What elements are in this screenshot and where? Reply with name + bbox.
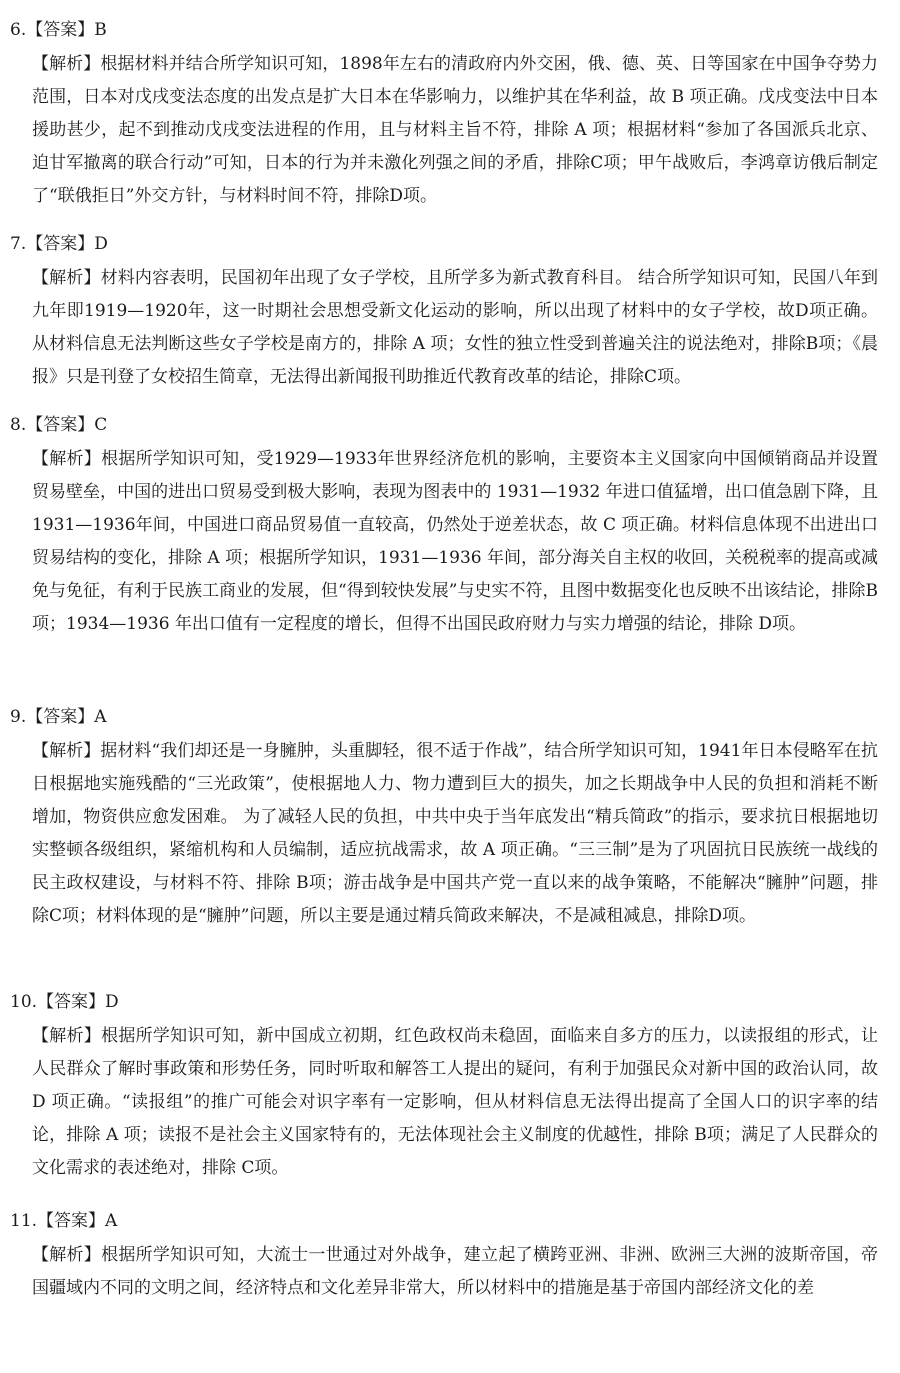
analysis-text: 根据材料并结合所学知识可知，1898年左右的清政府内外交困，俄、德、英、日等国家在中国争夺势力范围，日本对戊戌变法态度的出发点是扩大日本在华影响力，以维护其在华利益，故 B 项正确。戊戌变法中日本援助甚少，起不到推动戊戌变法进程的作用，且与材料主旨不符，排除 A 项；根据材料“参加了各国派兵北京、迫甘军撤离的联合行动”可知，日本的行为并未激化列强之间的矛盾，排除C项；甲午战败后，李鸿章访俄后制定了“联俄拒日”外交方针，与材料时间不符，排除D项。 [32, 54, 879, 206]
answer-line [10, 991, 119, 1013]
analysis-paragraph [32, 1020, 878, 1185]
answer-line [10, 233, 108, 255]
answer-line [10, 706, 107, 728]
answer-label: 【答案】 [26, 415, 95, 435]
question-number: 8. [10, 415, 27, 435]
question-number: 9. [10, 707, 27, 727]
analysis-text: 据材料“我们却还是一身臃肿，头重脚轻，很不适于作战”，结合所学知识可知，1941年日本侵略军在抗日根据地实施残酷的“三光政策”，使根据地人力、物力遭到巨大的损失，加之长期战争中人民的负担和消耗不断增加，物资供应愈发困难。 为了减轻人民的负担，中共中央于当年底发出“精兵简政”的指示，要求抗日根据地切实整顿各级组织，紧缩机构和人员编制，适应抗战需求，故 A 项正确。“三三制”是为了巩固抗日民族统一战线的民主政权建设，与材料不符、排除 B项；游击战争是中国共产党一直以来的战争策略，不能解决“臃肿”问题，排除C项；材料体现的是“臃肿”问题，所以主要是通过精兵简政来解决，不是减租减息，排除D项。 [32, 741, 878, 926]
question-number: 7. [10, 234, 27, 254]
answer-line [10, 1210, 117, 1232]
question-number: 6. [10, 20, 27, 40]
answer-line [10, 414, 107, 436]
analysis-paragraph [32, 735, 878, 933]
answer-choice: B [94, 20, 107, 40]
answer-line [10, 19, 107, 41]
analysis-paragraph [32, 262, 878, 394]
answer-label: 【答案】 [37, 992, 106, 1012]
question-number: 11. [10, 1211, 38, 1231]
answer-choice: C [94, 415, 108, 435]
analysis-label: 【解析】 [32, 268, 101, 288]
analysis-text: 根据所学知识可知，受1929—1933年世界经济危机的影响，主要资本主义国家向中国倾销商品并设置贸易壁垒，中国的进出口贸易受到极大影响，表现为图表中的 1931—1932 年进口值猛增，出口值急剧下降，且 1931—1936年间，中国进口商品贸易值一直较高，仍然处于逆差状态，故 C 项正确。材料信息体现不出进出口贸易结构的变化，排除 A 项；根据所学知识，1931—1936 年间，部分海关自主权的收回，关税税率的提高或减免与免征，有利于民族工商业的发展，但“得到较快发展”与史实不符，且图中数据变化也反映不出该结论，排除B项；1934—1936 年出口值有一定程度的增长，但得不出国民政府财力与实力增强的结论，排除 D项。 [32, 449, 879, 634]
answer-choice: D [94, 234, 108, 254]
question-number: 10. [10, 992, 38, 1012]
answer-label: 【答案】 [26, 707, 95, 727]
analysis-label: 【解析】 [32, 1245, 102, 1265]
answer-choice: A [94, 707, 107, 727]
answer-label: 【答案】 [26, 234, 95, 254]
analysis-label: 【解析】 [32, 54, 101, 74]
answer-label: 【答案】 [26, 20, 95, 40]
analysis-paragraph [32, 443, 878, 641]
answer-label: 【答案】 [37, 1211, 106, 1231]
analysis-text: 材料内容表明，民国初年出现了女子学校，且所学多为新式教育科目。 结合所学知识可知，民国八年到九年即1919—1920年，这一时期社会思想受新文化运动的影响，所以出现了材料中的女子学校，故D项正确。从材料信息无法判断这些女子学校是南方的，排除 A 项；女性的独立性受到普遍关注的说法绝对，排除B项；《晨报》只是刊登了女校招生简章，无法得出新闻报刊助推近代教育改革的结论，排除C项。 [32, 268, 879, 387]
analysis-text: 根据所学知识可知，新中国成立初期，红色政权尚未稳固，面临来自多方的压力，以读报组的形式，让人民群众了解时事政策和形势任务，同时听取和解答工人提出的疑问，有利于加强民众对新中国的政治认同，故D 项正确。“读报组”的推广可能会对识字率有一定影响，但从材料信息无法得出提高了全国人口的识字率的结论，排除 A 项；读报不是社会主义国家特有的，无法体现社会主义制度的优越性，排除 B项；满足了人民群众的文化需求的表述绝对，排除 C项。 [32, 1026, 879, 1178]
analysis-paragraph [32, 48, 878, 213]
analysis-label: 【解析】 [32, 1026, 102, 1046]
answer-choice: A [105, 1211, 118, 1231]
analysis-paragraph [32, 1239, 878, 1305]
analysis-text: 根据所学知识可知，大流士一世通过对外战争，建立起了横跨亚洲、非洲、欧洲三大洲的波斯帝国，帝国疆域内不同的文明之间，经济特点和文化差异非常大，所以材料中的措施是基于帝国内部经济文化的差 [32, 1245, 879, 1298]
analysis-label: 【解析】 [32, 741, 101, 761]
answer-choice: D [105, 992, 119, 1012]
analysis-label: 【解析】 [32, 449, 102, 469]
